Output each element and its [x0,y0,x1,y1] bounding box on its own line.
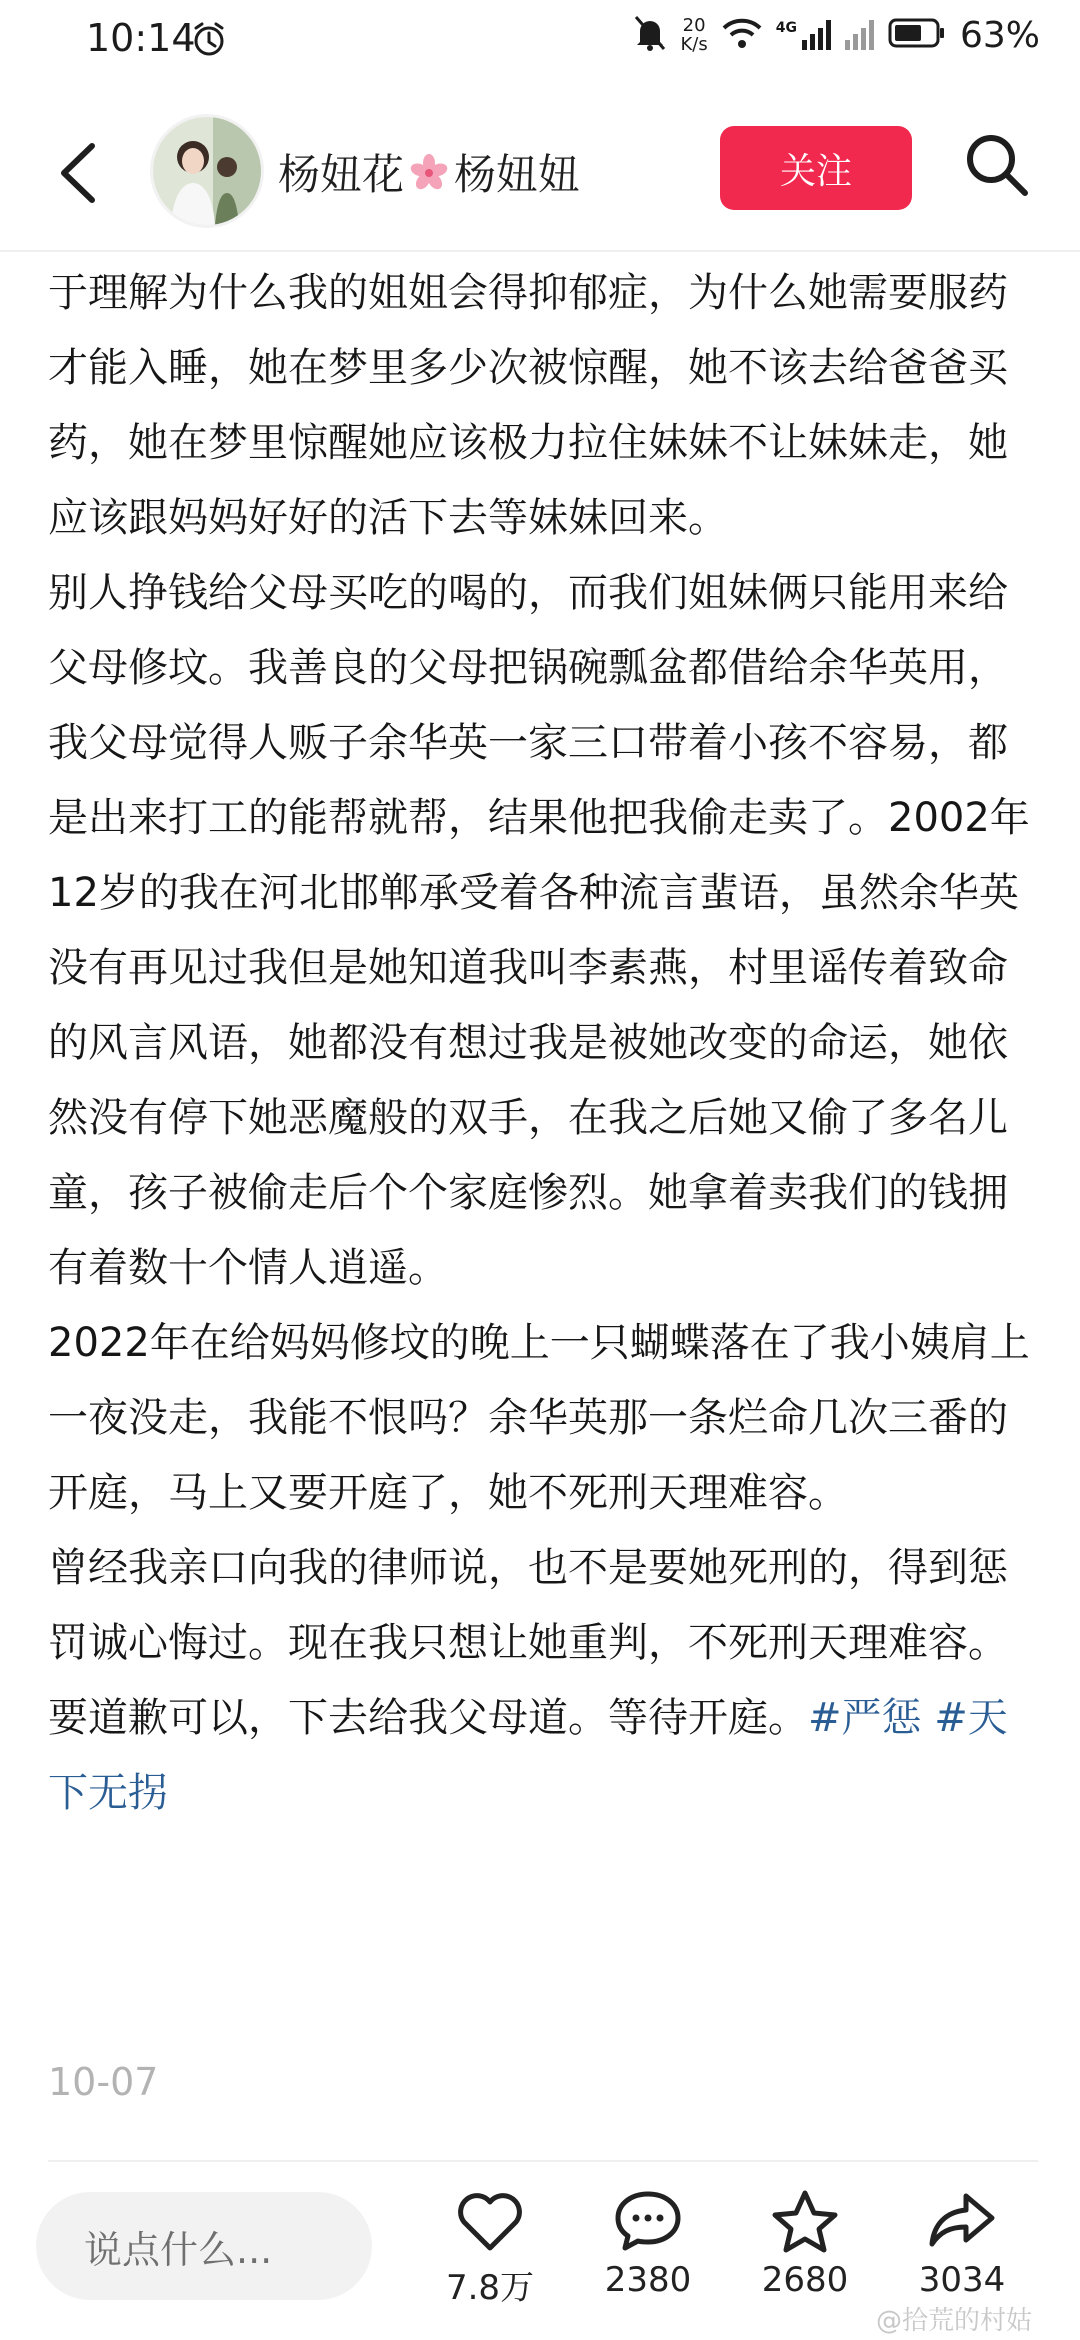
sakura-icon [410,153,448,202]
share-arrow-icon [902,2188,1022,2254]
post-paragraph: 2022年在给妈妈修坟的晚上一只蝴蝶落在了我小姨肩上一夜没走，我能不恨吗？余华英那一条烂命几次三番的开庭，马上又要开庭了，她不死刑天理难容。 [48,1320,1030,1516]
post-paragraph-text: 曾经我亲口向我的律师说，也不是要她死刑的，得到惩罚诚心悔过。现在我只想让她重判，不死刑天理难容。要道歉可以，下去给我父母道。等待开庭。 [48,1545,1008,1741]
favorite-button[interactable] [745,2188,865,2300]
network-speed-value: 20 [682,15,706,36]
signal-no-sim-icon [845,20,874,50]
share-count: 3034 [918,2260,1006,2300]
username-part1: 杨妞花 [278,150,405,199]
network-type: 4G [775,20,797,36]
hashtag-link[interactable]: #天下无拐 [48,1695,1008,1816]
share-button[interactable] [902,2188,1022,2300]
watermark: @拾荒的村姑 [876,2306,1033,2336]
comment-count: 2380 [604,2260,692,2300]
star-icon [745,2188,865,2254]
signal-4g-icon [776,20,831,50]
comment-input[interactable]: 说点什么... [36,2192,372,2300]
battery-icon [888,18,946,52]
mute-bell-icon [633,14,667,56]
profile-header [0,100,1080,252]
comment-bubble-icon [588,2188,708,2254]
status-time: 10:14 [86,16,196,60]
username-part2: 杨妞妞 [454,150,581,199]
post-date: 10-07 [48,2060,159,2104]
comment-button[interactable] [588,2188,708,2300]
post-paragraph: 于理解为什么我的姐姐会得抑郁症，为什么她需要服药才能入睡，她在梦里多少次被惊醒，她不该去给爸爸买药，她在梦里惊醒她应该极力拉住妹妹不让妹妹走，她应该跟妈妈好好的活下去等妹妹回来。 [48,270,1008,541]
post-paragraph: 别人挣钱给父母买吃的喝的，而我们姐妹俩只能用来给父母修坟。我善良的父母把锅碗瓢盆都借给余华英用，我父母觉得人贩子余华英一家三口带着小孩不容易，都是出来打工的能帮就帮，结果他把我偷走卖了。2002年12岁的我在河北邯郸承受着各种流言蜚语，虽然余华英没有再见过我但是她知道我叫李素燕，村里谣传着致命的风言风语，她都没有想过我是被她改变的命运，她依然没有停下她恶魔般的双手，在我之后她又偷了多名儿童，孩子被偷走后个个家庭惨烈。她拿着卖我们的钱拥有着数十个情人逍遥。 [48,570,1030,1291]
status-bar [0,0,1080,86]
wifi-icon [722,16,762,54]
alarm-icon [190,20,228,62]
heart-icon [430,2188,550,2254]
like-button[interactable] [430,2188,550,2309]
hashtag-link[interactable]: #严惩 [808,1695,922,1741]
like-count: 7.8万 [445,2268,535,2308]
post-paragraph-last [48,1531,1038,1831]
avatar[interactable] [150,114,264,228]
network-speed-unit: K/s [680,34,708,55]
battery-percent: 63% [959,14,1040,56]
post-body [48,256,1038,1831]
username[interactable] [278,142,580,202]
follow-button[interactable]: 关注 [720,126,912,210]
favorite-count: 2680 [761,2260,849,2300]
search-icon[interactable] [960,128,1034,202]
divider [48,2160,1038,2162]
network-speed [681,16,708,54]
back-arrow-icon[interactable] [54,138,104,208]
